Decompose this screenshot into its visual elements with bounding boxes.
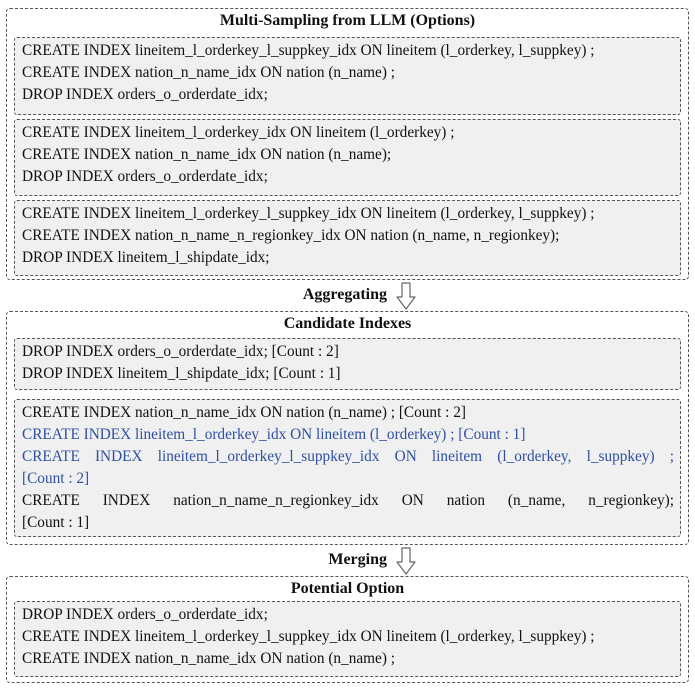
aggregating-connector — [0, 280, 695, 310]
down-arrow-icon — [396, 282, 416, 310]
option-box-3 — [14, 200, 681, 276]
option-2-line-2: CREATE INDEX nation_n_name_idx ON nation (n_name); — [22, 146, 392, 163]
create-candidate-1: CREATE INDEX nation_n_name_idx ON nation (n_name) ; [Count : 2] — [22, 404, 466, 421]
create-candidate-4: CREATE INDEX nation_n_name_n_regionkey_idx ON nation (n_name, n_regionkey); — [22, 492, 674, 509]
potential-option-title: Potential Option — [290, 580, 405, 597]
create-candidates-box — [14, 399, 681, 537]
option-3-line-2: CREATE INDEX nation_n_name_n_regionkey_idx ON nation (n_name, n_regionkey); — [22, 227, 560, 244]
create-candidate-2: CREATE INDEX lineitem_l_orderkey_idx ON lineitem (l_orderkey) ; [Count : 1] — [22, 426, 526, 443]
potential-line-3: CREATE INDEX nation_n_name_idx ON nation (n_name) ; — [22, 650, 396, 667]
merging-label: Merging — [328, 551, 387, 568]
potential-line-1: DROP INDEX orders_o_orderdate_idx; — [22, 606, 268, 623]
option-box-2 — [14, 119, 681, 196]
option-3-line-3: DROP INDEX lineitem_l_shipdate_idx; — [22, 249, 270, 266]
drop-candidate-1: DROP INDEX orders_o_orderdate_idx; [Count : 2] — [22, 343, 339, 360]
potential-option-box — [14, 601, 681, 677]
candidate-indexes-title: Candidate Indexes — [283, 315, 412, 332]
option-box-1 — [14, 37, 681, 115]
option-2-line-3: DROP INDEX orders_o_orderdate_idx; — [22, 168, 268, 185]
create-candidate-3-count: [Count : 2] — [22, 470, 90, 487]
drop-candidate-2: DROP INDEX lineitem_l_shipdate_idx; [Count : 1] — [22, 365, 341, 382]
option-2-line-1: CREATE INDEX lineitem_l_orderkey_idx ON lineitem (l_orderkey) ; — [22, 124, 455, 141]
aggregating-label: Aggregating — [302, 286, 387, 303]
merging-connector — [0, 545, 695, 575]
potential-option-section — [6, 576, 689, 683]
create-candidate-4-count: [Count : 1] — [22, 514, 90, 531]
candidate-indexes-section — [6, 311, 689, 545]
option-1-line-3: DROP INDEX orders_o_orderdate_idx; — [22, 86, 268, 103]
multi-sampling-title: Multi-Sampling from LLM (Options) — [219, 12, 476, 29]
down-arrow-icon — [396, 547, 416, 575]
option-1-line-2: CREATE INDEX nation_n_name_idx ON nation (n_name) ; — [22, 64, 396, 81]
multi-sampling-section — [6, 8, 689, 280]
create-candidate-3: CREATE INDEX lineitem_l_orderkey_l_suppkey_idx ON lineitem (l_orderkey, l_suppkey) ; — [22, 448, 674, 465]
option-1-line-1: CREATE INDEX lineitem_l_orderkey_l_suppkey_idx ON lineitem (l_orderkey, l_suppkey) ; — [22, 42, 595, 59]
option-3-line-1: CREATE INDEX lineitem_l_orderkey_l_suppkey_idx ON lineitem (l_orderkey, l_suppkey) ; — [22, 205, 595, 222]
potential-line-2: CREATE INDEX lineitem_l_orderkey_l_suppkey_idx ON lineitem (l_orderkey, l_suppkey) ; — [22, 628, 595, 645]
drop-candidates-box — [14, 338, 681, 390]
